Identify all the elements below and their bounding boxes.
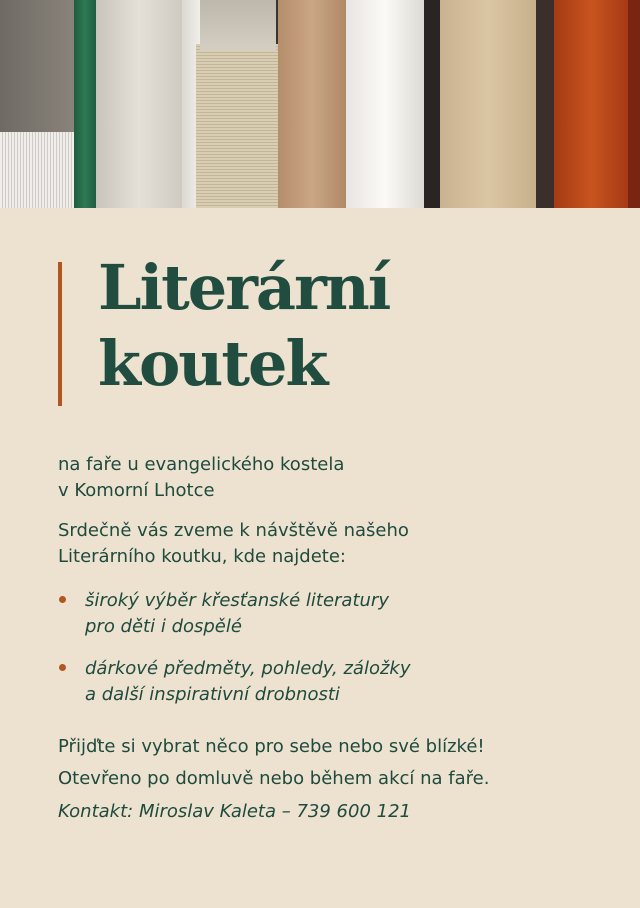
list-item-text — [85, 656, 598, 708]
list-item-line: dárkové předměty, pohledy, záložky — [85, 658, 411, 679]
list-item-line: a další inspirativní drobnosti — [85, 684, 340, 705]
list-item-line: pro děti i dospělé — [85, 616, 242, 637]
contact-text: Kontakt: Miroslav Kaleta – 739 600 121 — [58, 801, 411, 822]
invite-line: Literárního koutku, kde najdete: — [58, 546, 346, 567]
book-spine — [628, 0, 640, 208]
list-item — [58, 656, 598, 708]
opening-hours-text: Otevřeno po domluvě nebo během akcí na faře. — [58, 768, 490, 789]
book-spines-photo — [0, 0, 640, 208]
invite-line: Srdečně vás zveme k návštěvě našeho — [58, 520, 409, 541]
title-accent-bar — [58, 262, 62, 406]
book-spine — [346, 0, 424, 208]
subtitle-line: v Komorní Lhotce — [58, 480, 215, 501]
book-spine — [278, 0, 346, 208]
book-spine — [440, 0, 536, 208]
page-title — [98, 250, 389, 402]
book-spine — [554, 0, 628, 208]
invitation-text — [58, 518, 598, 570]
bullet-dot-icon — [59, 596, 66, 603]
title-line: koutek — [98, 327, 327, 400]
book-page-edge — [0, 132, 76, 208]
location-subtitle — [58, 452, 598, 504]
come-by-text: Přijďte si vybrat něco pro sebe nebo své blízké! — [58, 736, 485, 757]
title-line: Literární — [98, 251, 390, 324]
book-spine — [74, 0, 96, 208]
offer-list — [58, 588, 598, 724]
list-item-text — [85, 588, 598, 640]
book-top — [196, 44, 280, 208]
bullet-dot-icon — [59, 664, 66, 671]
list-item-line: široký výběr křesťanské literatury — [85, 590, 389, 611]
book-spine — [536, 0, 554, 208]
book-spine — [200, 0, 276, 50]
list-item — [58, 588, 598, 640]
book-spine — [96, 0, 182, 208]
subtitle-line: na faře u evangelického kostela — [58, 454, 345, 475]
book-spine — [424, 0, 440, 208]
